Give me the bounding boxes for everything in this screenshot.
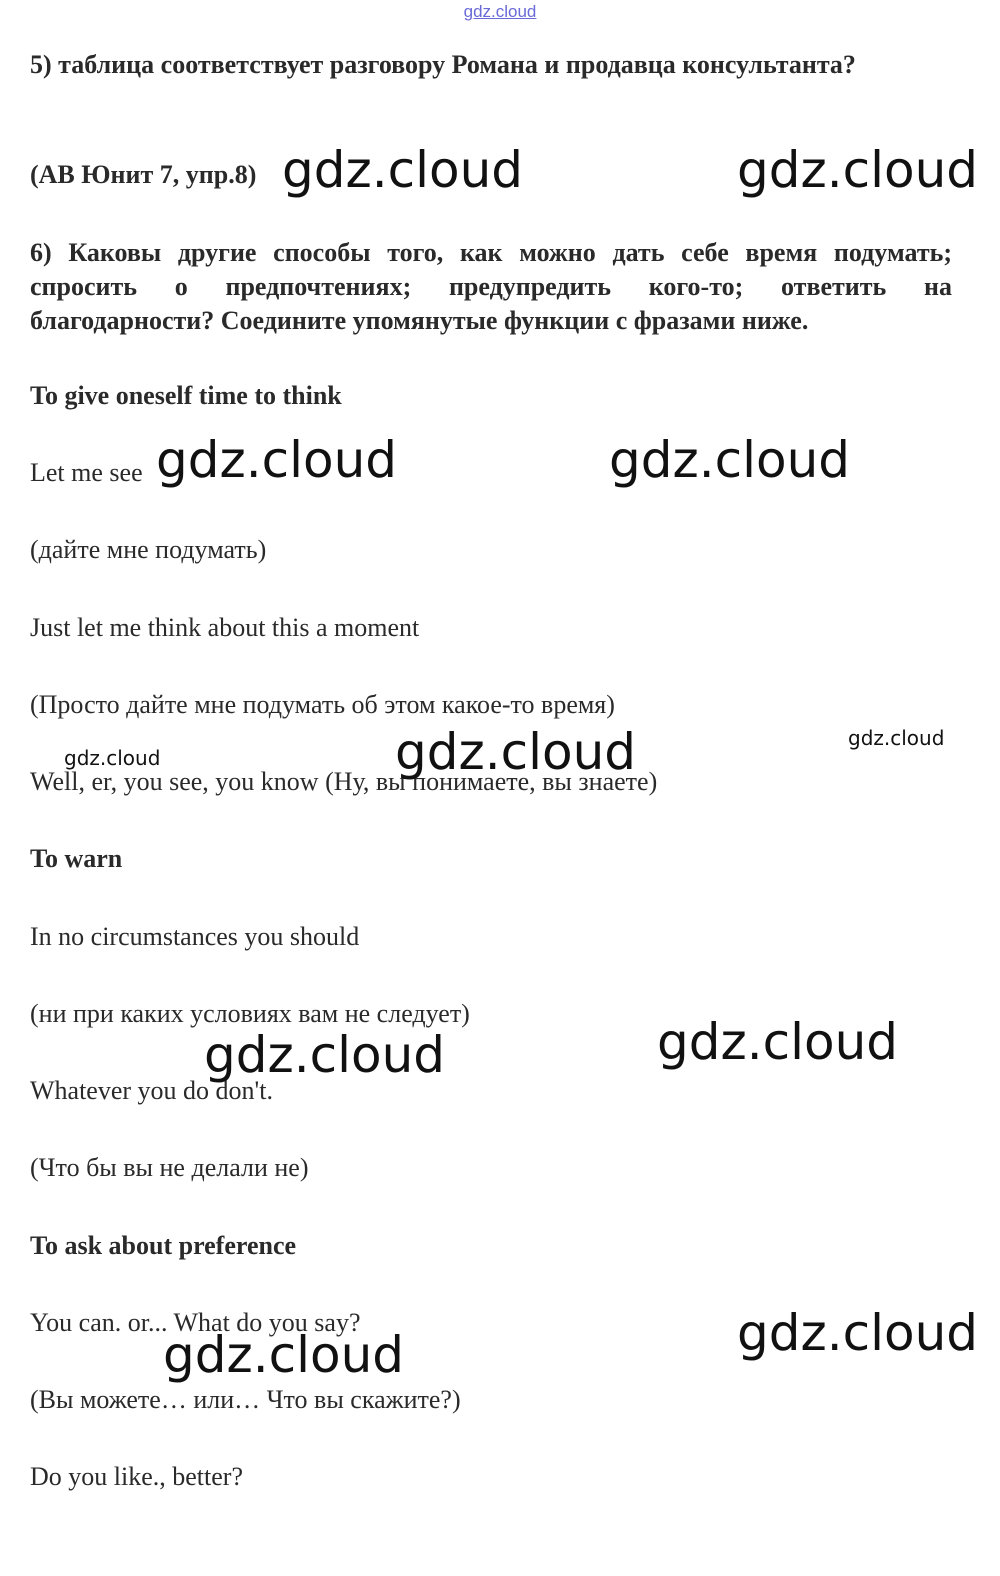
site-link[interactable]: gdz.cloud: [463, 2, 537, 21]
watermark: gdz.cloud: [204, 1026, 446, 1084]
phrase-item: (Просто дайте мне подумать об этом какое-то время): [30, 690, 615, 719]
section-heading-warn: To warn: [30, 844, 123, 873]
watermark: gdz.cloud: [64, 746, 161, 770]
phrase-item: Do you like., better?: [30, 1462, 243, 1491]
section-heading-preference: To ask about preference: [30, 1231, 297, 1260]
phrase-item: Whatever you do don't.: [30, 1076, 273, 1105]
watermark: gdz.cloud: [737, 141, 979, 199]
watermark: gdz.cloud: [156, 431, 398, 489]
phrase-item: Well, er, you see, you know (Ну, вы понимаете, вы знаете): [30, 767, 658, 796]
phrase-item: Let me see: [30, 458, 143, 487]
watermark: gdz.cloud: [395, 723, 637, 781]
phrase-item: (Вы можете… или… Что вы скажите?): [30, 1385, 461, 1414]
section-heading-think: To give oneself time to think: [30, 381, 342, 410]
reference-text: (АВ Юнит 7, упр.8): [30, 160, 257, 189]
phrase-item: (ни при каких условиях вам не следует): [30, 999, 470, 1028]
question-5-text: 5) таблица соответствует разговору Романа и продавца консультанта?: [30, 50, 856, 79]
phrase-item: (дайте мне подумать): [30, 535, 267, 564]
watermark: gdz.cloud: [848, 726, 945, 750]
phrase-item: In no circumstances you should: [30, 922, 360, 951]
watermark: gdz.cloud: [737, 1304, 979, 1362]
phrase-item: You can. or... What do you say?: [30, 1308, 361, 1337]
watermark: gdz.cloud: [657, 1013, 899, 1071]
phrase-item: (Что бы вы не делали не): [30, 1153, 309, 1182]
watermark: gdz.cloud: [282, 141, 524, 199]
watermark: gdz.cloud: [609, 431, 851, 489]
question-6-text: 6) Каковы другие способы того, как можно дать себе время подумать; спросить о предпочтениях; предупредить кого-то; ответить на благодарности? Соедините упомянутые функции с фразами ниже.: [30, 238, 952, 335]
watermark: gdz.cloud: [163, 1326, 405, 1384]
phrase-item: Just let me think about this a moment: [30, 613, 420, 642]
